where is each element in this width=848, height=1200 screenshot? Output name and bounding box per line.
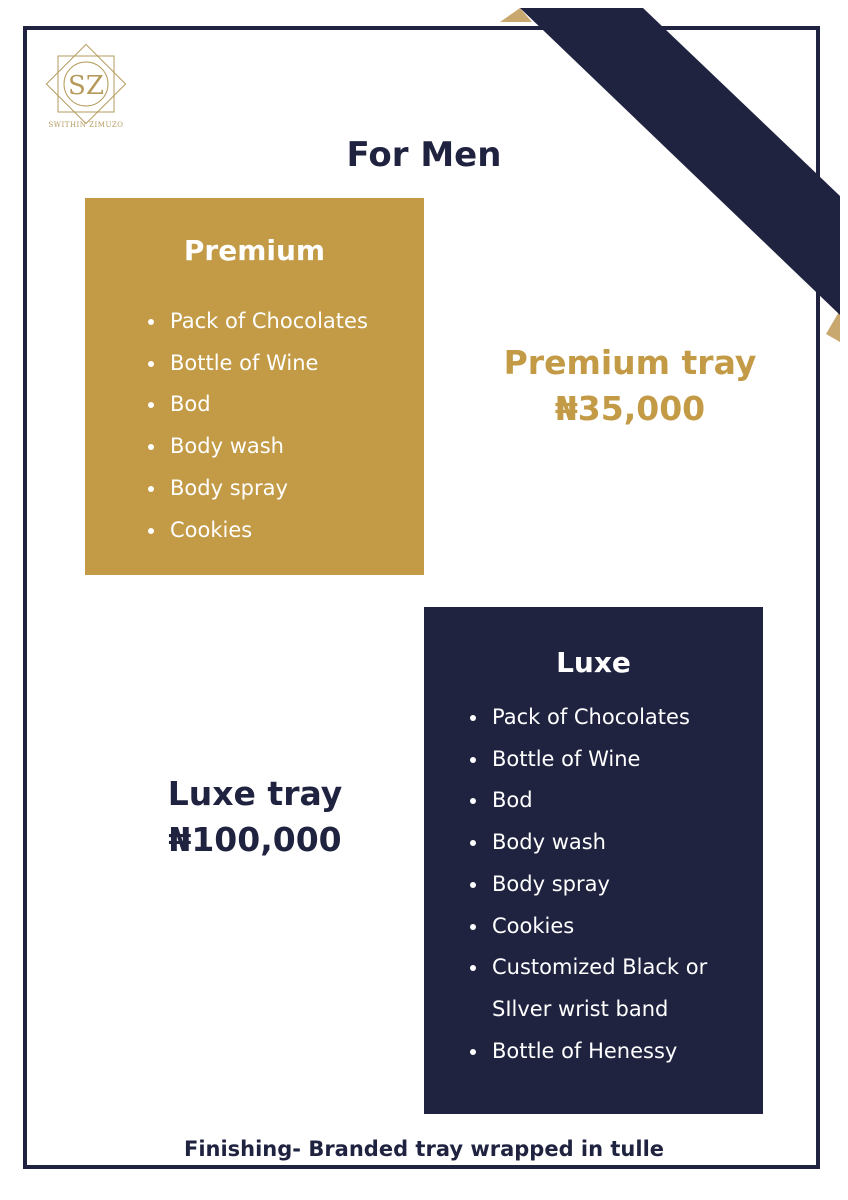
luxe-box: [424, 607, 763, 1114]
list-item: Cookies: [148, 510, 418, 552]
brand-logo: [42, 38, 130, 134]
list-item: Cookies: [470, 906, 755, 948]
premium-price-block: [480, 340, 780, 432]
list-item: Body wash: [148, 426, 418, 468]
finishing-note: Finishing- Branded tray wrapped in tulle: [183, 1137, 665, 1161]
logo-caption: SWITHIN ZIMUZO: [48, 121, 124, 129]
premium-tray-label: Premium tray: [503, 343, 757, 382]
list-item: Bottle of Wine: [470, 739, 755, 781]
list-item: Customized Black or: [470, 947, 755, 989]
list-item-continuation: SIlver wrist band: [492, 996, 669, 1021]
list-item: Body spray: [148, 468, 418, 510]
premium-title: Premium: [183, 234, 326, 267]
luxe-items-list: [470, 697, 755, 1072]
list-item: Bottle of Wine: [148, 343, 418, 385]
list-item: Body wash: [470, 822, 755, 864]
luxe-price: ₦100,000: [168, 820, 342, 859]
list-item: Bod: [470, 780, 755, 822]
list-item: Bottle of Henessy: [470, 1031, 755, 1073]
ribbon-gold-fold-right: [826, 310, 840, 342]
list-item: Pack of Chocolates: [148, 301, 418, 343]
premium-price: ₦35,000: [554, 389, 706, 428]
logo-monogram: SZ: [68, 71, 104, 101]
luxe-tray-label: Luxe tray: [167, 774, 343, 813]
premium-items-list: [148, 301, 418, 551]
luxe-title: Luxe: [556, 646, 631, 679]
luxe-price-block: [105, 771, 405, 863]
premium-box: [85, 198, 424, 575]
ribbon-gold-fold-top: [500, 8, 532, 22]
list-item: Body spray: [470, 864, 755, 906]
page-title: For Men: [346, 135, 502, 175]
list-item: Bod: [148, 384, 418, 426]
list-item: Pack of Chocolates: [470, 697, 755, 739]
